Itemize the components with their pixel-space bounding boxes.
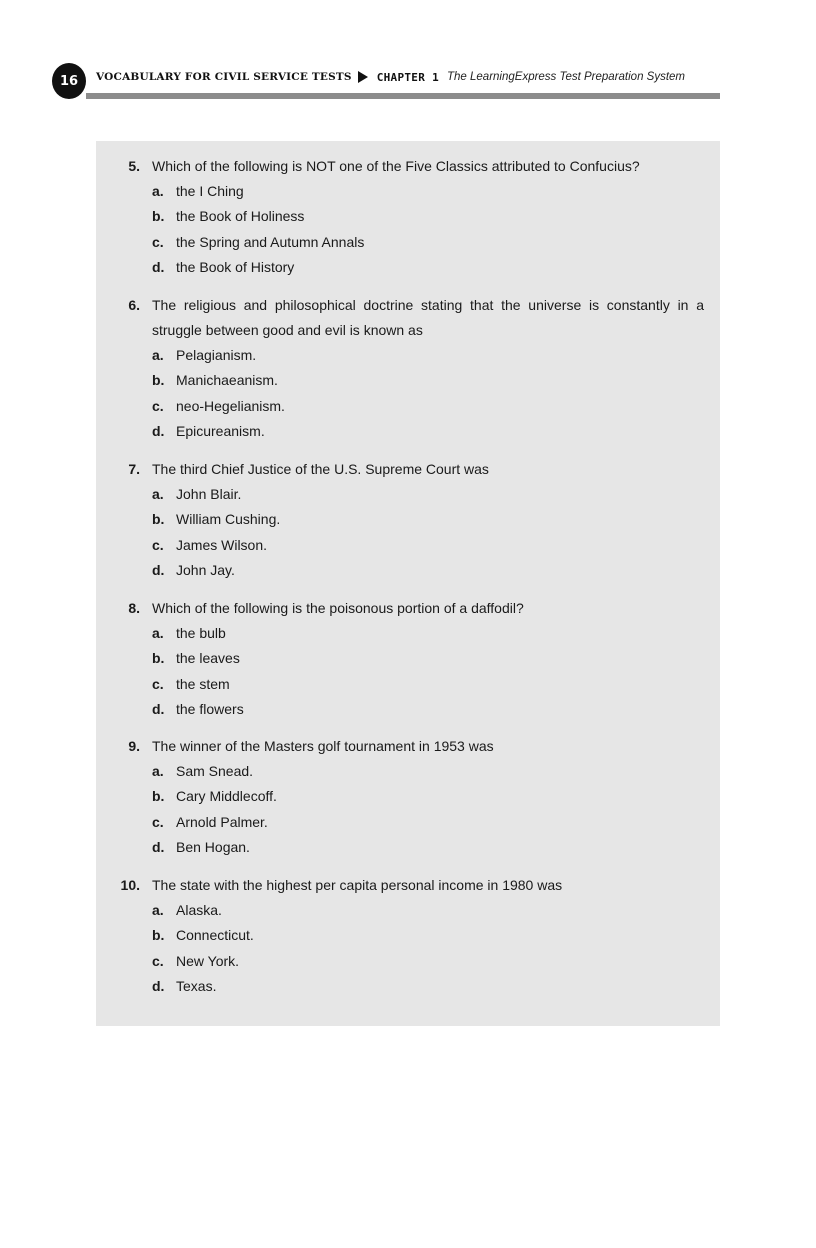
- option-letter: c.: [152, 952, 164, 969]
- option-letter: b.: [152, 650, 165, 667]
- header-rule: [86, 93, 720, 99]
- book-title: VOCABULARY FOR CIVIL SERVICE TESTS: [96, 71, 352, 83]
- option-text: Epicureanism.: [176, 422, 265, 439]
- question-stem: [96, 457, 720, 482]
- triangle-arrow-icon: [358, 71, 368, 83]
- option-letter: b.: [152, 788, 165, 805]
- option-d: [96, 558, 720, 583]
- option-b: [96, 923, 720, 948]
- option-a: [96, 621, 720, 646]
- option-d: [96, 419, 720, 444]
- option-c: [96, 949, 720, 974]
- option-text: the bulb: [176, 625, 226, 641]
- option-text: the leaves: [176, 650, 240, 667]
- question-stem: [96, 293, 720, 343]
- question-number: 6.: [128, 297, 140, 313]
- option-a: [96, 343, 720, 368]
- option-letter: b.: [152, 208, 165, 225]
- question-text: The state with the highest per capita personal income in 1980 was: [152, 877, 563, 893]
- option-text: the flowers: [176, 700, 244, 717]
- option-text: William Cushing.: [176, 511, 281, 528]
- option-letter: c.: [152, 675, 164, 692]
- option-b: [96, 204, 720, 229]
- option-text: Texas.: [176, 977, 217, 994]
- option-letter: d.: [152, 258, 165, 275]
- chapter-label: CHAPTER 1: [376, 70, 439, 84]
- option-b: [96, 784, 720, 809]
- option-text: the Book of History: [176, 258, 295, 275]
- question-number: 9.: [128, 738, 140, 754]
- option-text: Pelagianism.: [176, 347, 257, 363]
- option-letter: d.: [152, 561, 165, 578]
- option-letter: d.: [152, 700, 165, 717]
- option-text: the Book of Holiness: [176, 208, 305, 225]
- option-c: [96, 810, 720, 835]
- question-stem: [96, 734, 720, 759]
- option-letter: a.: [152, 902, 164, 918]
- option-b: [96, 507, 720, 532]
- option-text: Manichaeanism.: [176, 372, 278, 389]
- option-letter: c.: [152, 233, 164, 250]
- question-number: 8.: [128, 600, 140, 616]
- question-text: The religious and philosophical doctrine stating that the universe is constantly in a struggle between good and evil is known as: [152, 297, 704, 338]
- option-letter: d.: [152, 977, 165, 994]
- option-letter: c.: [152, 536, 164, 553]
- option-d: [96, 255, 720, 280]
- question-5: [96, 154, 720, 280]
- question-stem: [96, 154, 720, 179]
- question-6: [96, 293, 720, 444]
- option-text: the Spring and Autumn Annals: [176, 233, 365, 250]
- quiz-box: [96, 141, 720, 1026]
- option-letter: c.: [152, 397, 164, 414]
- option-c: [96, 672, 720, 697]
- option-letter: a.: [152, 347, 164, 363]
- option-letter: d.: [152, 422, 165, 439]
- option-text: John Blair.: [176, 486, 242, 502]
- option-text: Cary Middlecoff.: [176, 788, 277, 805]
- option-text: Alaska.: [176, 902, 222, 918]
- page-number: 16: [52, 63, 86, 99]
- option-b: [96, 368, 720, 393]
- question-number: 10.: [120, 877, 140, 893]
- option-a: [96, 482, 720, 507]
- option-text: Ben Hogan.: [176, 838, 250, 855]
- option-text: the I Ching: [176, 183, 244, 199]
- option-text: neo-Hegelianism.: [176, 397, 285, 414]
- question-number: 7.: [128, 461, 140, 477]
- question-stem: [96, 873, 720, 898]
- option-letter: b.: [152, 927, 165, 944]
- option-letter: b.: [152, 511, 165, 528]
- running-header: [96, 68, 720, 86]
- option-text: Arnold Palmer.: [176, 813, 268, 830]
- option-text: John Jay.: [176, 561, 235, 578]
- option-d: [96, 974, 720, 999]
- option-letter: a.: [152, 625, 164, 641]
- question-text: The third Chief Justice of the U.S. Supreme Court was: [152, 461, 489, 477]
- option-a: [96, 179, 720, 204]
- option-d: [96, 697, 720, 722]
- option-c: [96, 394, 720, 419]
- option-letter: c.: [152, 813, 164, 830]
- option-text: Sam Snead.: [176, 763, 254, 779]
- question-text: Which of the following is the poisonous portion of a daffodil?: [152, 600, 524, 616]
- option-text: New York.: [176, 952, 240, 969]
- question-text: Which of the following is NOT one of the Five Classics attributed to Confucius?: [152, 158, 640, 174]
- option-c: [96, 230, 720, 255]
- option-a: [96, 759, 720, 784]
- option-letter: a.: [152, 763, 164, 779]
- question-7: [96, 457, 720, 583]
- option-text: the stem: [176, 675, 230, 692]
- option-letter: d.: [152, 838, 165, 855]
- option-text: James Wilson.: [176, 536, 268, 553]
- option-letter: a.: [152, 486, 164, 502]
- option-c: [96, 533, 720, 558]
- question-stem: [96, 596, 720, 621]
- option-text: Connecticut.: [176, 927, 254, 944]
- option-b: [96, 646, 720, 671]
- question-number: 5.: [128, 158, 140, 174]
- option-letter: a.: [152, 183, 164, 199]
- question-9: [96, 734, 720, 860]
- question-10: [96, 873, 720, 999]
- question-8: [96, 596, 720, 722]
- question-text: The winner of the Masters golf tournament in 1953 was: [152, 738, 494, 754]
- option-d: [96, 835, 720, 860]
- option-a: [96, 898, 720, 923]
- chapter-title: The LearningExpress Test Preparation System: [447, 71, 686, 83]
- option-letter: b.: [152, 372, 165, 389]
